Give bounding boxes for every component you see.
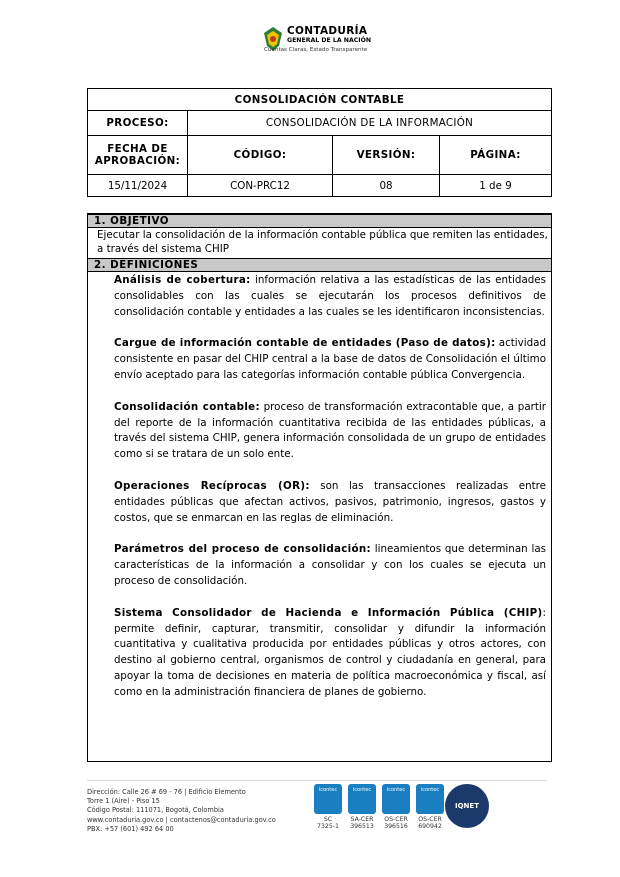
logo-title: CONTADURÍA bbox=[287, 25, 368, 37]
footer-line: PBX: +57 (601) 492 64 00 bbox=[87, 824, 174, 833]
cert-code: OS-CER 396516 bbox=[384, 816, 408, 830]
fecha-label: FECHA DE APROBACIÓN: bbox=[88, 136, 188, 175]
footer-line: Código Postal: 111071, Bogotá, Colombia bbox=[87, 806, 224, 815]
footer-line: Torre 1 (Aire) - Piso 15 bbox=[87, 797, 160, 806]
pagina-value: 1 de 9 bbox=[440, 175, 552, 197]
icontec-cert-badge bbox=[378, 784, 414, 830]
icontec-logo-icon: icontec bbox=[348, 784, 376, 814]
definition-text: : permite definir, capturar, transmitir, consolidar y difundir la información cuantitativa y cualitativa producida por entidades públicas y otros actores, con destino al gobierno central, organismos de control y ciudadanía en general, para apoyar la toma de decisiones en materia de política macroeconómica y fiscal, así como en la administración financiera de planes de gobierno. bbox=[114, 606, 546, 698]
cert-code: OS-CER 690942 bbox=[418, 816, 442, 830]
definition-item bbox=[114, 400, 546, 463]
document-title: CONSOLIDACIÓN CONTABLE bbox=[88, 89, 552, 111]
icontec-cert-badge bbox=[412, 784, 448, 830]
icontec-logo-icon: icontec bbox=[416, 784, 444, 814]
footer-link[interactable]: www.contaduria.gov.co | contactenos@contaduria.gov.co bbox=[87, 815, 276, 824]
objetivo-heading: 1. OBJETIVO bbox=[88, 214, 551, 228]
definition-term: Consolidación contable: bbox=[114, 400, 260, 413]
icontec-cert-badge bbox=[310, 784, 346, 830]
content-box bbox=[87, 213, 552, 762]
definition-text: información relativa a las estadísticas de las entidades consolidables con las cuales se ejecutarán los procesos definitivos de consolidación contable y entidades a las cuales se les identificaron inconsistencias. bbox=[114, 274, 546, 318]
footer-divider bbox=[87, 780, 547, 781]
definition-item bbox=[114, 479, 546, 526]
cert-code: SC 7325-1 bbox=[317, 816, 339, 830]
fecha-value: 15/11/2024 bbox=[88, 175, 188, 197]
proceso-value: CONSOLIDACIÓN DE LA INFORMACIÓN bbox=[188, 111, 552, 136]
definiciones-heading: 2. DEFINICIONES bbox=[88, 258, 551, 272]
codigo-label: CÓDIGO: bbox=[188, 136, 333, 175]
version-label: VERSIÓN: bbox=[333, 136, 440, 175]
footer-address bbox=[87, 788, 276, 834]
logo-tagline: Cuentas Claras, Estado Transparente bbox=[264, 47, 368, 53]
definition-text: actividad consistente en pasar del CHIP central a la base de datos de Consolidación el último envío aceptado para las categorías información contable pública Convergencia. bbox=[114, 337, 546, 381]
document-header-table bbox=[87, 88, 552, 197]
pagina-label: PÁGINA: bbox=[440, 136, 552, 175]
definition-term: Análisis de cobertura: bbox=[114, 274, 251, 286]
definition-term: Parámetros del proceso de consolidación: bbox=[114, 543, 371, 556]
definition-text: son las transacciones realizadas entre entidades públicas que afectan activos, pasivos, patrimonio, ingresos, gastos y costos, que se enmarcan en las reglas de eliminación. bbox=[114, 479, 546, 524]
logo bbox=[262, 24, 372, 56]
objetivo-text: Ejecutar la consolidación de la información contable pública que remiten las entidades, a través del sistema CHIP bbox=[97, 229, 548, 255]
icontec-cert-badge bbox=[344, 784, 380, 830]
definition-item bbox=[114, 273, 546, 320]
logo-subtitle: GENERAL DE LA NACIÓN bbox=[287, 37, 372, 44]
icontec-logo-icon: icontec bbox=[314, 784, 342, 814]
icontec-logo-icon: icontec bbox=[382, 784, 410, 814]
definition-text: lineamientos que determinan las características de la información a consolidar y con los cuales se ejecuta un proceso de consolidación. bbox=[114, 543, 546, 587]
definition-term: Sistema Consolidador de Hacienda e Información Pública (CHIP) bbox=[114, 606, 543, 619]
definition-item bbox=[114, 606, 546, 701]
iqnet-logo-icon: IQNET bbox=[445, 784, 489, 828]
definitions-list bbox=[114, 273, 546, 717]
version-value: 08 bbox=[333, 175, 440, 197]
definition-item bbox=[114, 542, 546, 589]
definition-text: proceso de transformación extracontable que, a partir del reporte de la información cuantitativa recibida de las entidades públicas, a través del sistema CHIP, genera información consolidada de un grupo de entidades como si se tratara de un solo ente. bbox=[114, 400, 546, 461]
definition-item bbox=[114, 336, 546, 383]
codigo-value: CON-PRC12 bbox=[188, 175, 333, 197]
footer-line: Dirección: Calle 26 # 69 - 76 | Edificio Elemento bbox=[87, 788, 246, 796]
definition-term: Cargue de información contable de entidades (Paso de datos): bbox=[114, 337, 496, 350]
proceso-label: PROCESO: bbox=[88, 111, 188, 136]
definition-term: Operaciones Recíprocas (OR): bbox=[114, 479, 310, 492]
cert-code: SA-CER 396513 bbox=[350, 816, 374, 830]
